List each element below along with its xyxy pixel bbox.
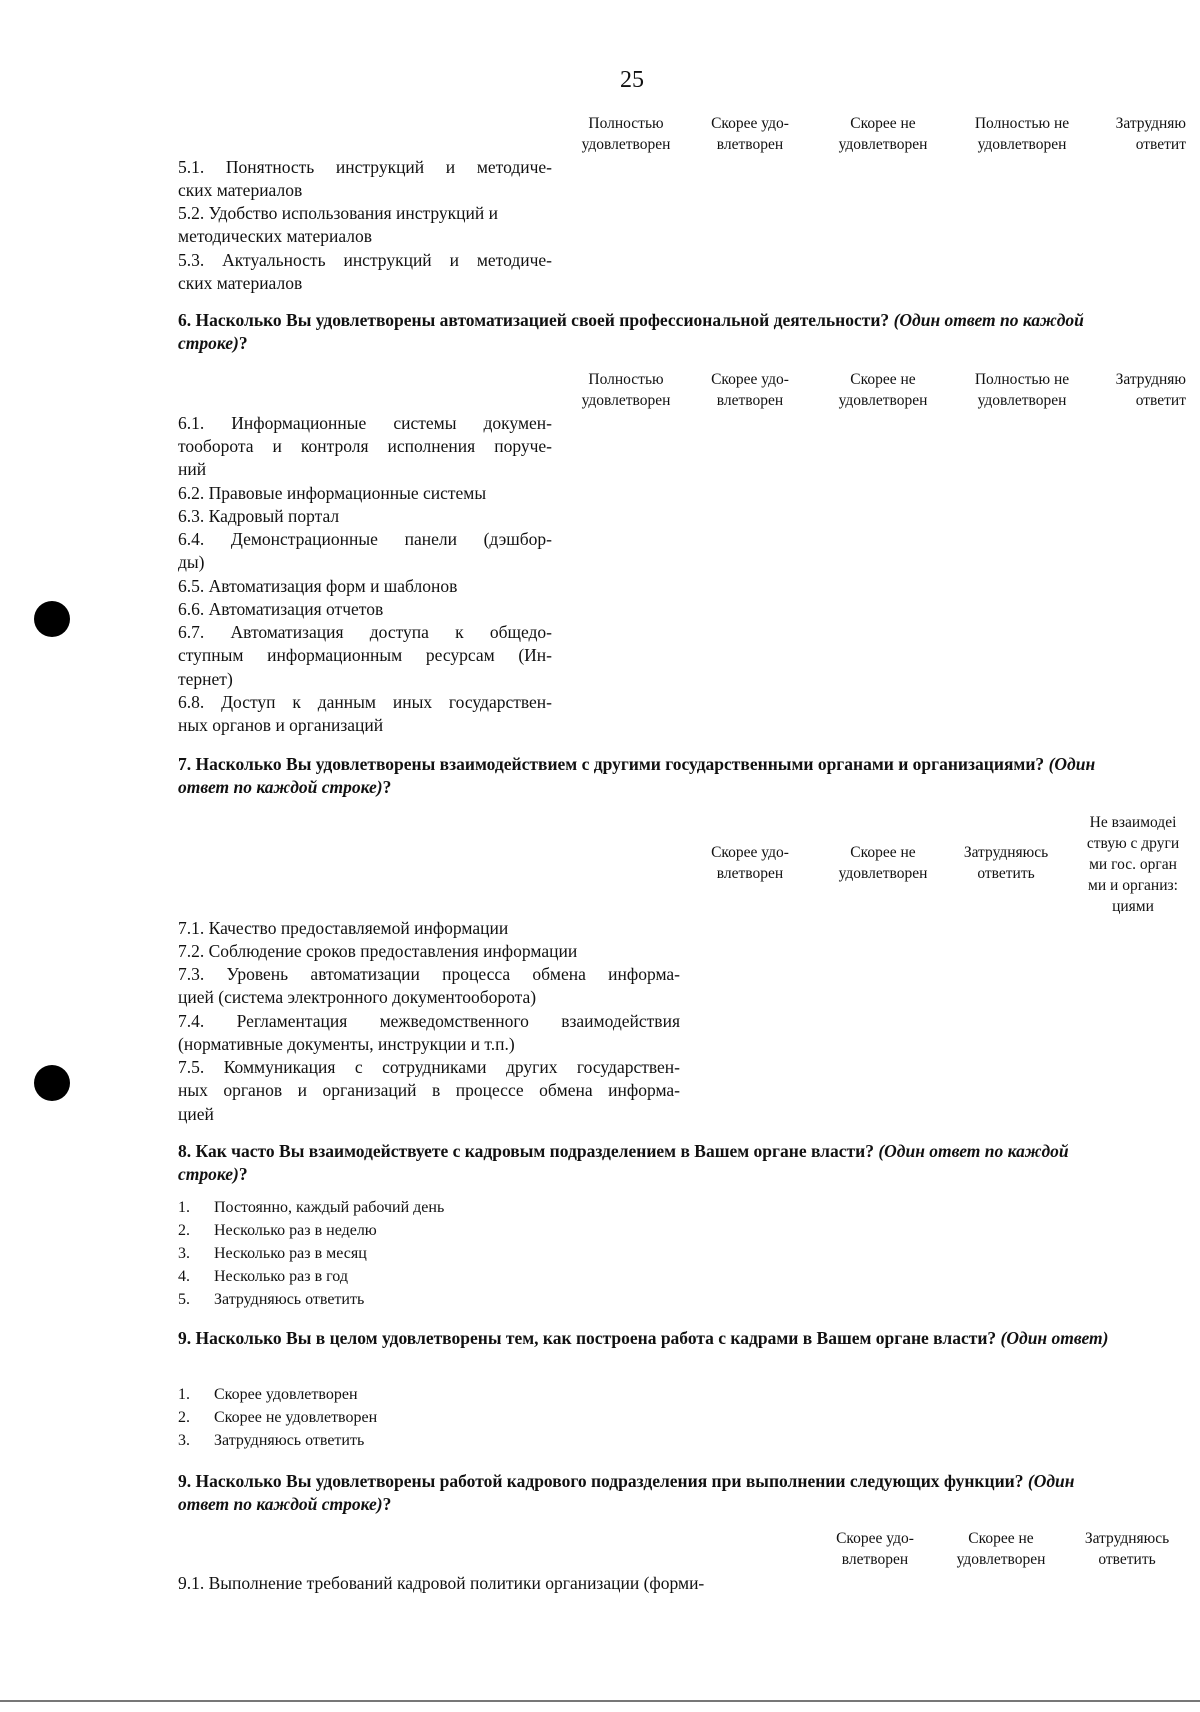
item-line: 5.1. Понятность инструкций и методиче- — [178, 157, 552, 177]
col-header-line: влетворен — [716, 865, 784, 882]
col-header-line: Скорее не — [850, 115, 916, 132]
col-header-line: ствую с други — [1086, 835, 1180, 852]
list-item-7-2: 7.2. Соблюдение сроков предоставления информации — [178, 941, 578, 961]
col-header-rather-sat — [690, 842, 810, 884]
col-header-line: Полностью не — [974, 371, 1070, 388]
question-end: ? — [238, 1164, 248, 1184]
option-item — [178, 1199, 678, 1222]
option-item — [178, 1222, 678, 1245]
col-header-line: Полностью не — [974, 115, 1070, 132]
col-header-line: Затрудняю — [1115, 115, 1186, 132]
item-line: ды) — [178, 552, 205, 572]
col-header-rather-not — [820, 113, 946, 155]
col-header-full-not — [958, 113, 1086, 155]
col-header-rather-sat — [690, 113, 810, 155]
question-end: ? — [382, 1494, 392, 1514]
item-line: 6.7. Автоматизация доступа к общедо- — [178, 622, 552, 642]
col-header-line: Скорее не — [850, 844, 916, 861]
item-line: 6.8. Доступ к данным иных государствен- — [178, 692, 552, 712]
option-number: 4. — [178, 1268, 190, 1285]
options-list-8 — [178, 1199, 678, 1314]
col-header-line: ответит — [1135, 392, 1186, 409]
col-header-full-sat — [566, 113, 686, 155]
question-7 — [178, 753, 1124, 799]
item-line: цией — [178, 1104, 214, 1124]
item-line: 7.4. Регламентация межведомственного взаимодействия — [178, 1011, 680, 1031]
col-header-line: влетворен — [841, 1551, 909, 1568]
col-header-line: влетворен — [716, 392, 784, 409]
options-list-9 — [178, 1386, 678, 1455]
option-number: 2. — [178, 1222, 190, 1239]
col-header-rather-sat — [690, 369, 810, 411]
col-header-line: Скорее удо- — [836, 1530, 914, 1547]
list-item-7-4 — [178, 1010, 680, 1033]
col-header-line: удовлетворен — [581, 136, 671, 153]
option-item — [178, 1268, 678, 1291]
list-item-6-2: 6.2. Правовые информационные системы — [178, 483, 487, 503]
item-line: цией (система электронного документооборота) — [178, 987, 537, 1007]
col-header-hard — [1090, 113, 1186, 155]
option-item — [178, 1245, 678, 1268]
option-number: 5. — [178, 1291, 190, 1308]
option-label: Несколько раз в год — [214, 1268, 348, 1285]
list-item-6-5: 6.5. Автоматизация форм и шаблонов — [178, 576, 458, 596]
option-item — [178, 1409, 678, 1432]
item-line: ных органов и организаций — [178, 715, 384, 735]
question-text: 6. Насколько Вы удовлетворены автоматизацией своей профессиональной деятельности? — [178, 310, 890, 330]
option-label: Скорее не удовлетворен — [214, 1409, 378, 1426]
item-line: методических материалов — [178, 226, 373, 246]
option-label: Несколько раз в месяц — [214, 1245, 367, 1262]
col-header-hard — [1090, 369, 1186, 411]
list-item-6-6: 6.6. Автоматизация отчетов — [178, 599, 384, 619]
col-header-line: удовлетворен — [838, 136, 928, 153]
question-end: ? — [382, 777, 392, 797]
list-item-6-8 — [178, 691, 552, 714]
question-note: (Один ответ по каждой строке) — [178, 1141, 1069, 1184]
col-header-rather-not — [938, 1528, 1064, 1570]
col-header-line: Полностью — [588, 371, 664, 388]
col-header-hard-full — [1064, 1528, 1190, 1570]
question-note: (Один ответ по каждой строке) — [178, 1471, 1075, 1514]
col-header-line: ответить — [977, 865, 1035, 882]
question-note: (Один ответ по каждой строке) — [178, 310, 1084, 353]
col-header-line: ответит — [1135, 136, 1186, 153]
question-text: 7. Насколько Вы удовлетворены взаимодействием с другими государственными органами и организациями? — [178, 754, 1045, 774]
item-line: 6.4. Демонстрационные панели (дэшбор- — [178, 529, 552, 549]
col-header-line: удовлетворен — [838, 865, 928, 882]
col-header-line: ответить — [1098, 1551, 1156, 1568]
col-header-full-sat — [566, 369, 686, 411]
list-item-6-4 — [178, 528, 552, 551]
scan-edge-line — [0, 1700, 1200, 1702]
question-note: (Один ответ) — [1000, 1328, 1109, 1348]
option-number: 3. — [178, 1245, 190, 1262]
question-note: (Один ответ по каждой строке) — [178, 754, 1096, 797]
option-item — [178, 1386, 678, 1409]
list-item-7-5 — [178, 1056, 680, 1102]
col-header-line: Полностью — [588, 115, 664, 132]
question-text: 8. Как часто Вы взаимодействуете с кадровым подразделением в Вашем органе власти? — [178, 1141, 874, 1161]
col-header-line: Скорее не — [968, 1530, 1034, 1547]
item-line: тернет) — [178, 669, 233, 689]
list-item-5-1 — [178, 156, 552, 179]
col-header-line: циями — [1112, 898, 1154, 915]
col-header-line: влетворен — [716, 136, 784, 153]
question-8 — [178, 1140, 1124, 1186]
option-number: 3. — [178, 1432, 190, 1449]
item-line: ний — [178, 459, 207, 479]
col-header-rather-sat — [812, 1528, 938, 1570]
item-line: 7.3. Уровень автоматизации процесса обмена информа- — [178, 964, 680, 984]
question-text: 9. Насколько Вы в целом удовлетворены тем, как построена работа с кадрами в Вашем органе власти? — [178, 1328, 997, 1348]
question-end: ? — [238, 333, 248, 353]
col-header-line: удовлетворен — [838, 392, 928, 409]
list-item-5-3 — [178, 249, 552, 272]
col-header-full-not — [958, 369, 1086, 411]
list-item-7-1: 7.1. Качество предоставляемой информации — [178, 918, 509, 938]
item-line: ступным информационным ресурсам (Ин- — [178, 645, 552, 665]
punch-hole — [34, 1065, 70, 1101]
item-line: ских материалов — [178, 273, 303, 293]
col-header-line: Скорее удо- — [711, 844, 789, 861]
col-header-rather-not — [820, 369, 946, 411]
col-header-line: Затрудняюсь — [963, 844, 1049, 861]
question-9 — [178, 1327, 1124, 1350]
option-number: 1. — [178, 1386, 190, 1403]
col-header-line: удовлетворен — [956, 1551, 1046, 1568]
item-line: 7.5. Коммуникация с сотрудниками других государствен- — [178, 1057, 680, 1077]
page-number: 25 — [620, 67, 644, 93]
option-label: Затрудняюсь ответить — [214, 1432, 365, 1449]
col-header-line: удовлетворен — [977, 392, 1067, 409]
col-header-rather-not — [820, 842, 946, 884]
col-header-hard-full — [946, 842, 1066, 884]
question-9b — [178, 1470, 1124, 1516]
option-number: 2. — [178, 1409, 190, 1426]
list-item-6-3: 6.3. Кадровый портал — [178, 506, 340, 526]
item-line: тооборота и контроля исполнения поруче- — [178, 436, 552, 456]
col-header-line: Затрудняюсь — [1084, 1530, 1170, 1547]
col-header-line: Скорее удо- — [711, 371, 789, 388]
option-label: Постоянно, каждый рабочий день — [214, 1199, 445, 1216]
item-line: (нормативные документы, инструкции и т.п.) — [178, 1034, 515, 1054]
col-header-line: ми и организ: — [1088, 877, 1178, 894]
option-label: Затрудняюсь ответить — [214, 1291, 365, 1308]
option-label: Скорее удовлетворен — [214, 1386, 358, 1403]
question-6 — [178, 309, 1124, 355]
list-item-6-7 — [178, 621, 552, 667]
col-header-line: ми гос. орган — [1089, 856, 1177, 873]
list-item-7-3 — [178, 963, 680, 986]
item-line: ских материалов — [178, 180, 303, 200]
item-line: ных органов и организаций в процессе обмена информа- — [178, 1080, 680, 1100]
col-header-line: Не взаимодеі — [1089, 814, 1177, 831]
col-header-line: Скорее не — [850, 371, 916, 388]
item-line: 6.1. Информационные системы докумен- — [178, 413, 552, 433]
col-header-line: удовлетворен — [581, 392, 671, 409]
list-item-6-1 — [178, 412, 552, 458]
list-item-5-2: 5.2. Удобство использования инструкций и — [178, 203, 499, 223]
option-number: 1. — [178, 1199, 190, 1216]
col-header-line: Скорее удо- — [711, 115, 789, 132]
option-label: Несколько раз в неделю — [214, 1222, 377, 1239]
punch-hole — [34, 601, 70, 637]
option-item — [178, 1432, 678, 1455]
col-header-line: Затрудняю — [1115, 371, 1186, 388]
col-header-line: удовлетворен — [977, 136, 1067, 153]
option-item — [178, 1291, 678, 1314]
list-item-9-1: 9.1. Выполнение требований кадровой политики организации (форми- — [178, 1573, 705, 1593]
col-header-no-interact — [1078, 812, 1188, 917]
item-line: 5.3. Актуальность инструкций и методиче- — [178, 250, 552, 270]
question-text: 9. Насколько Вы удовлетворены работой кадрового подразделения при выполнении следующих функции? — [178, 1471, 1024, 1491]
